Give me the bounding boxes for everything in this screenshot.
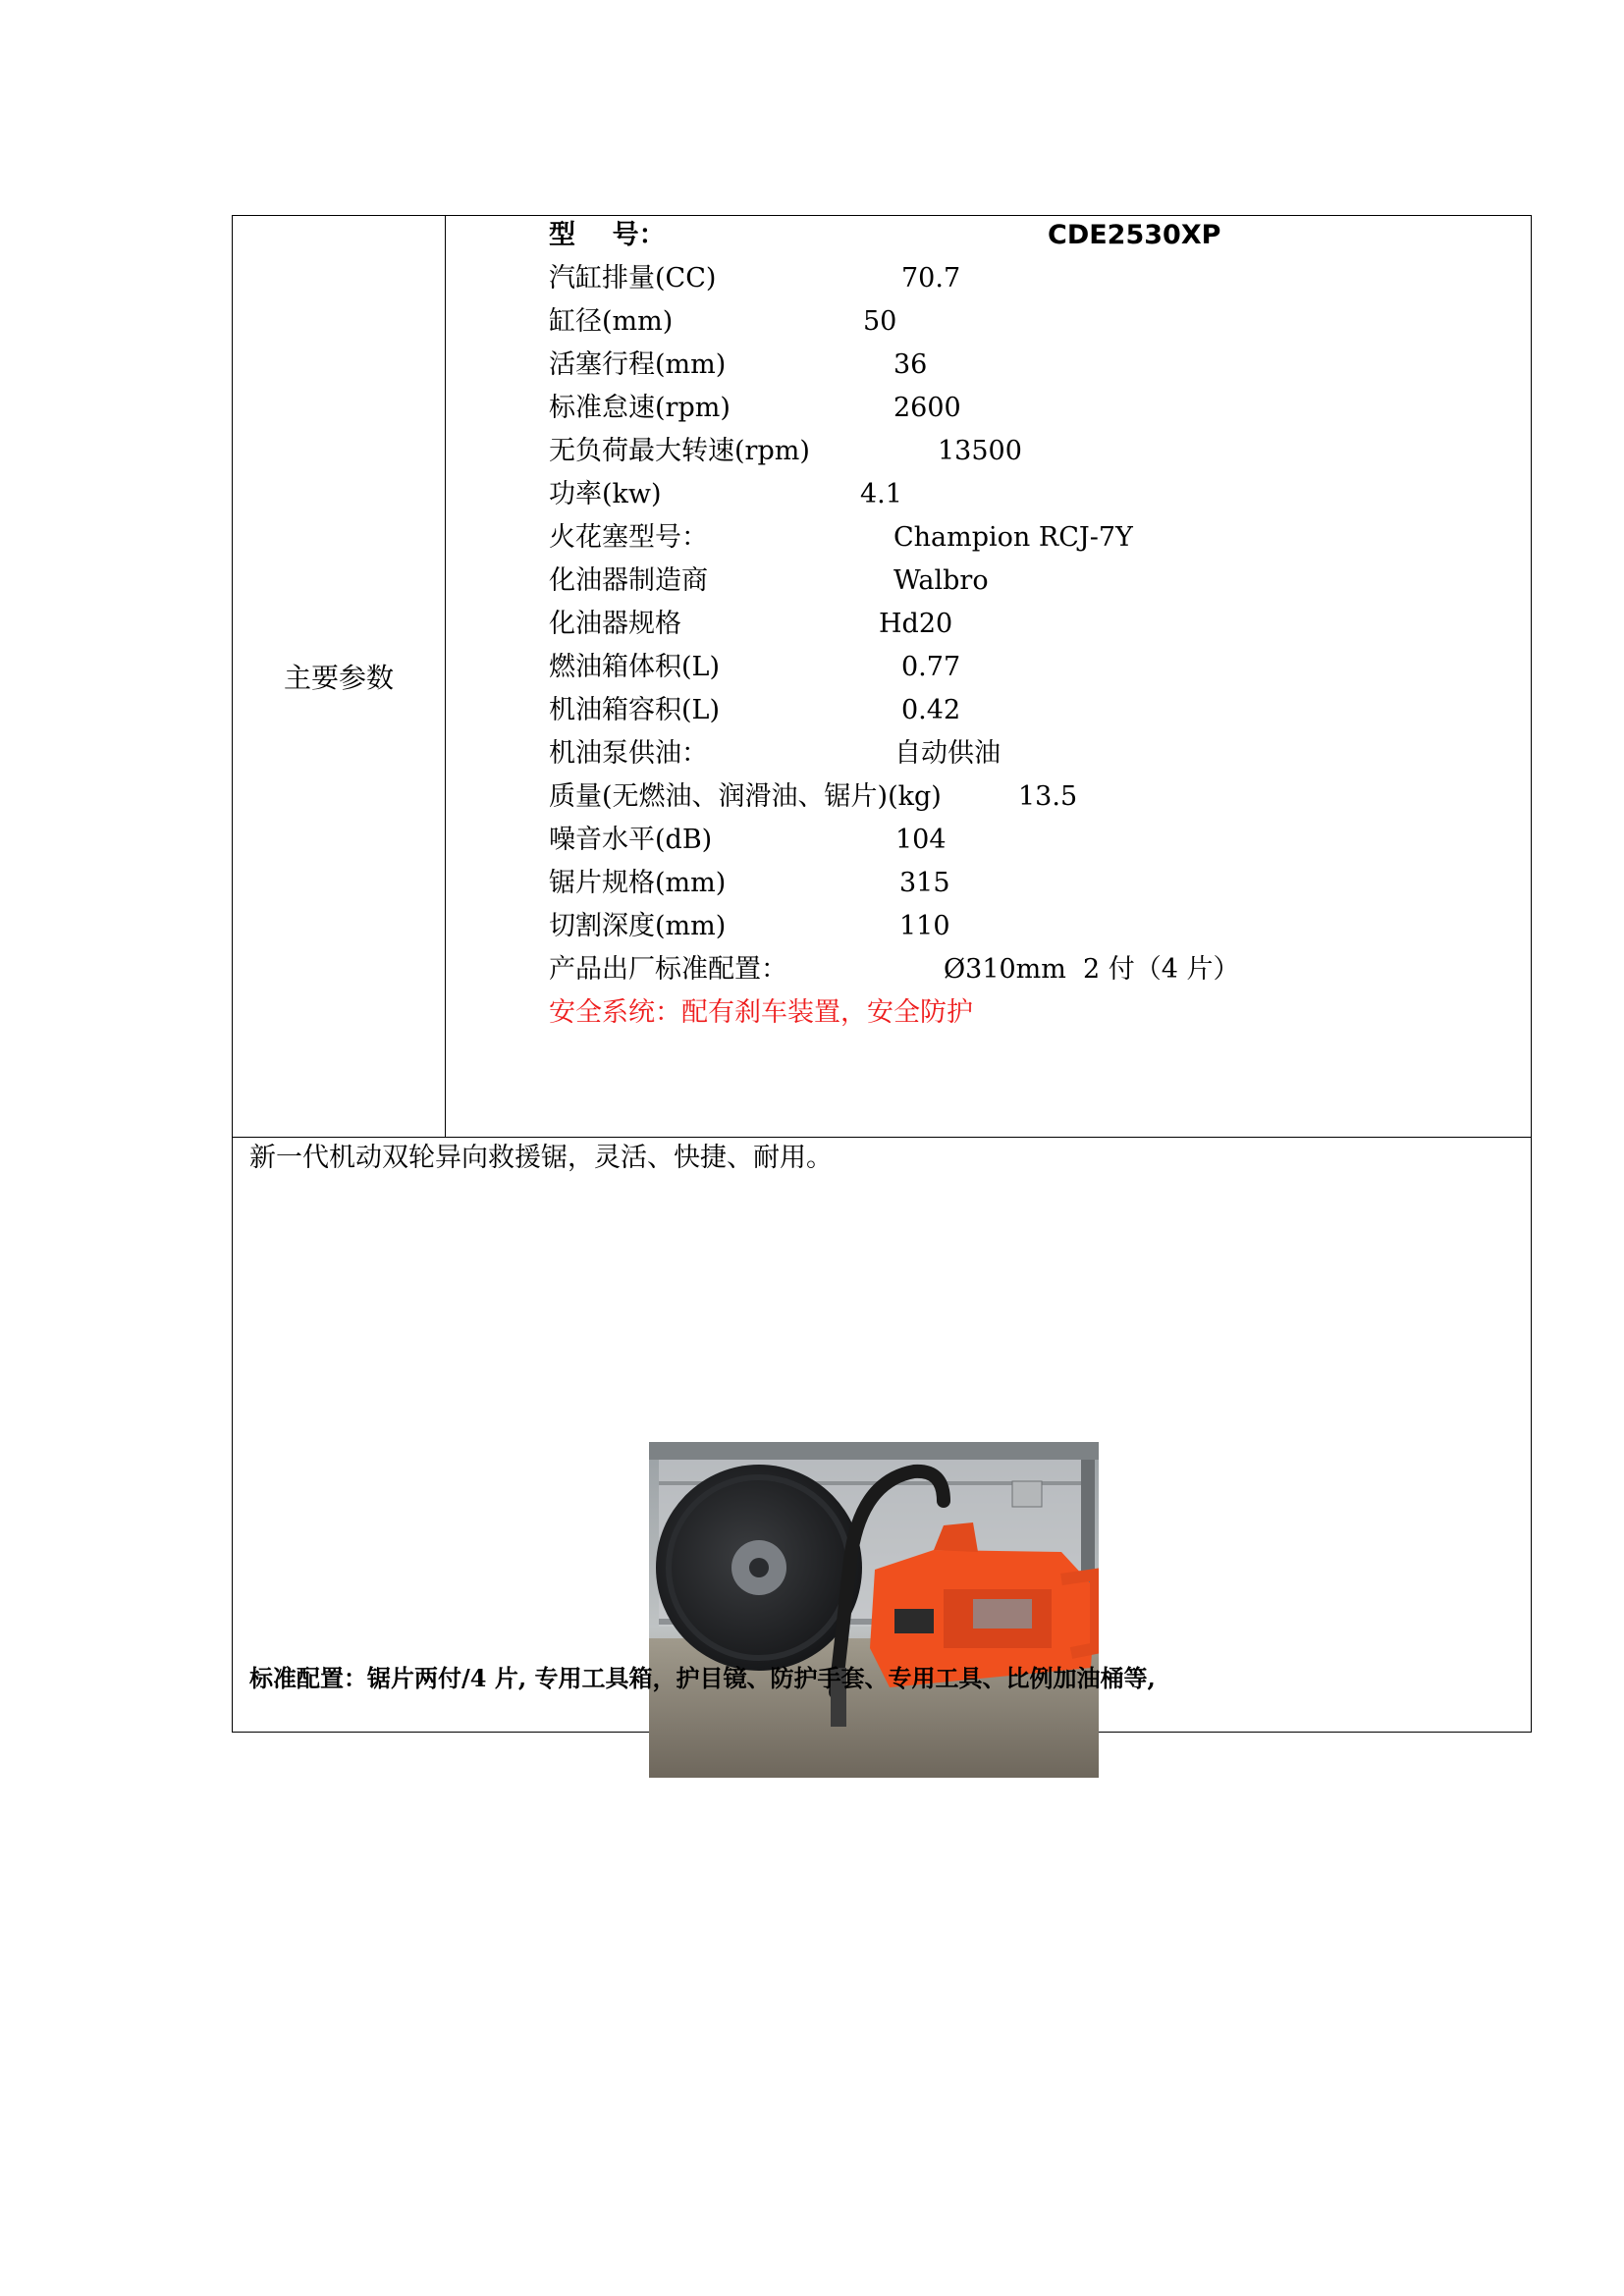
param-value: 自动供油 [894,738,1001,769]
param-value: 13.5 [1018,781,1078,812]
param-value: 104 [895,825,947,855]
param-name: 质量(无燃油、润滑油、锯片)(kg) [549,781,942,812]
param-value: Hd20 [879,609,953,639]
param-value: 36 [893,349,928,380]
param-value: 0.77 [901,652,961,682]
param-name: 噪音水平(dB) [549,825,713,855]
param-name: 功率(kw) [549,479,662,509]
section-label [233,216,445,1137]
param-value: Ø310mm 2 付（4 片） [944,954,1240,985]
param-name: 化油器制造商 [549,565,708,596]
param-name: 缸径(mm) [549,306,674,337]
param-name: 燃油箱体积(L) [549,652,720,682]
param-name: 机油箱容积(L) [549,695,720,725]
product-description: 新一代机动双轮异向救援锯，灵活、快捷、耐用。 [249,1143,833,1173]
param-value: 13500 [938,436,1022,466]
standard-config: 标准配置：锯片两付/4 片, 专用工具箱，护目镜、防护手套、专用工具、比例加油桶等, [249,1664,1156,1692]
param-value: 4.1 [860,479,902,509]
param-value: 2600 [893,393,961,423]
product-photo [649,1442,1099,1778]
param-name: 汽缸排量(CC) [549,263,717,294]
param-name: 产品出厂标准配置： [549,954,787,985]
param-value: 110 [899,911,950,941]
param-value: 50 [863,306,897,337]
param-name: 无负荷最大转速(rpm) [549,436,810,466]
section-label-text: 主要参数 [283,662,394,694]
model-label: 型 号： [549,220,666,250]
param-value: 70.7 [901,263,961,294]
param-name: 标准怠速(rpm) [549,393,731,423]
param-name: 切割深度(mm) [549,911,727,941]
model-value: CDE2530XP [1048,220,1221,250]
param-value: Champion RCJ-7Y [893,522,1133,553]
param-name: 火花塞型号： [549,522,708,553]
param-value: Walbro [893,565,989,596]
param-value: 0.42 [901,695,961,725]
param-name: 机油泵供油： [549,738,708,769]
param-name: 锯片规格(mm) [549,868,727,898]
param-name: 化油器规格 [549,609,681,639]
param-name: 活塞行程(mm) [549,349,727,380]
column-divider [445,216,446,1137]
rescue-saw-photo [649,1442,1099,1778]
safety-text: 安全系统：配有刹车装置，安全防护 [549,997,973,1028]
param-value: 315 [899,868,950,898]
spec-table [232,215,1532,1733]
